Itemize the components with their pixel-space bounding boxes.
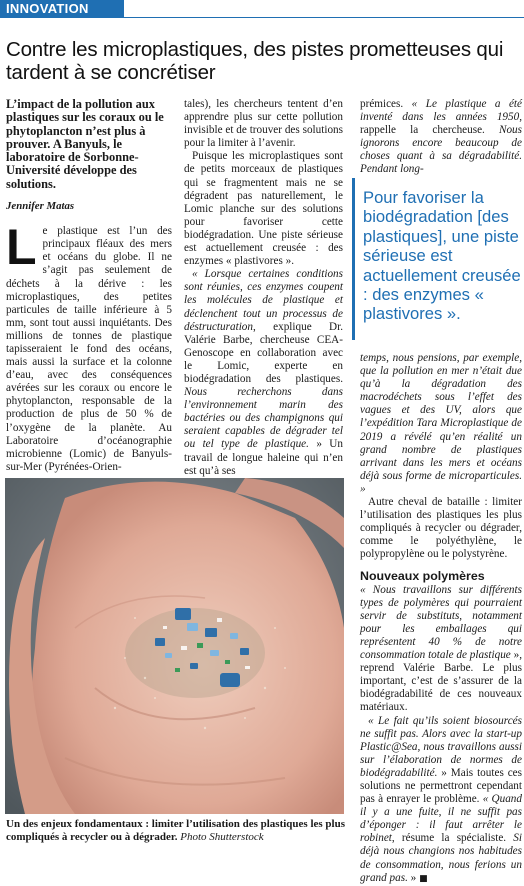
text: » Un travail de longue haleine qui n’en est qu’à ses <box>184 438 343 477</box>
quote: Si déjà nous changions nos habitudes de consommation, nous ferions un grand pas. <box>360 832 522 884</box>
attribution: , explique Dr. Valérie Barbe, chercheuse CEA-Genoscope en collaboration avec le Lomic, experte en biodégradation des plastiques. <box>184 320 343 385</box>
chapeau: L’impact de la pollution aux plastiques sur les coraux ou le phytoplancton n’est plus à prouver. A Banyuls, le laboratoire de Sorbonne-Université développe des solutions. <box>6 97 164 191</box>
article-photo <box>5 478 344 814</box>
paragraph: Puisque les microplastiques sont de petits morceaux de plastiques qui se fragmentent mais ne se dégradent pas naturellement, le Lomic planche sur des solutions pour favoriser cette biodégradation. Une piste sérieuse est actuellement creusée : des enzymes « plastivores ». <box>184 150 343 268</box>
quote: Nous ignorons encore beaucoup de choses quant à sa dégradabilité. Pendant long- <box>360 124 522 176</box>
pull-quote <box>352 178 522 340</box>
text: , résume la spécialiste. <box>391 832 514 845</box>
photo-caption <box>6 818 346 844</box>
paragraph: tales), les chercheurs tentent d’en apprendre plus sur cette pollution invisible et de trouver des solutions pour la limiter à l’avenir. <box>184 98 343 150</box>
headline: Contre les microplastiques, des pistes prometteuses qui tardent à se concrétiser <box>6 38 504 84</box>
section-label: INNOVATION <box>0 0 124 17</box>
column-1 <box>6 98 172 474</box>
photo-credit: Photo Shutterstock <box>180 831 264 843</box>
quote: « Le fait qu’ils soient biosourcés ne suffit pas. Alors avec la start-up Plastic@Sea, nous travaillons aussi sur l’élaboration de normes de biodégradabilité. <box>360 714 522 779</box>
paragraph: Autre cheval de bataille : limiter l’utilisation des plastiques les plus compliqués à recycler ou dégrader, comme le polyéthylène, le polypropylène ou le polystyrène. <box>360 496 522 561</box>
text: prémices. <box>360 98 412 110</box>
quote-paragraph <box>360 352 522 496</box>
caption-text: Un des enjeux fondamentaux : limiter l’utilisation des plastiques les plus compliqués à recycler ou à dégrader. <box>6 818 346 843</box>
text: » Mais toutes ces solutions ne permettront cependant pas à enrayer le problème. <box>360 766 522 806</box>
quote-paragraph <box>184 268 343 478</box>
quote-paragraph <box>360 98 522 177</box>
quote: « Quand il y a une fuite, il ne suffit pas d’éponger : il faut arrêter le robinet <box>360 793 522 845</box>
drop-cap: L <box>6 219 37 276</box>
text: , rappelle la chercheuse. <box>360 111 522 137</box>
quote: « Lorsque certaines conditions sont réunies, ces enzymes coupent les molécules de plastique et déclenchent tout un processus de déstructuration <box>184 268 343 333</box>
quote: Nous recherchons dans l’environnement marin des bactéries ou des champignons qui seraient capables de dégrader tel ou tel type de plastique. <box>184 386 343 451</box>
quote-paragraph <box>360 584 522 715</box>
end-mark-icon: ■ <box>419 873 428 884</box>
quote: temps, nous pensions, par exemple, que la pollution en mer n’était due qu’à la dégradation des macrodéchets sous l’effet des vagues et des UV, alors que l’expédition Tara Microplastique de 2019 a révélé qu’en réalité un grand nombre de plastiques arrivant dans les mers et océans déjà sous forme de microparticules. » <box>360 352 522 495</box>
column-3-bottom <box>360 352 522 886</box>
column-3-top <box>360 98 522 177</box>
column-2 <box>184 98 343 478</box>
subheading: Nouveaux polymères <box>360 568 485 583</box>
intro-text: e plastique est l’un des principaux fléaux des mers et océans du globe. Il ne s’agit pas seulement de déchets à la dérive : les microplastiques, des petites particules de taille inférieure à 5 mm, sont tout aussi inquiétants. Des millions de tonnes de plastique tapisseraient le fond des océans, mais aussi la surface et la colonne d’eau, avec des conséquences avérées sur les coraux ou encore le phytoplancton, responsable de la production de plus de 50 % de l’oxygène de la planète. Au Laboratoire d’océanographie microbienne (Lomic) de Banyuls-sur-Mer (Pyrénées-Orien- <box>6 225 172 473</box>
text: » <box>407 871 417 884</box>
pull-quote-text: Pour favoriser la biodégradation [des plastiques], une piste sérieuse est actuellement creusée : des enzymes « plastivores ». <box>363 188 521 324</box>
quote-paragraph <box>360 715 522 886</box>
intro-paragraph <box>6 219 172 474</box>
quote: « Nous travaillons sur différents types de polymères qui pourraient servir de substituts, notamment pour les emballages qui représentent 40 % de notre consommation totale de plastique <box>360 583 522 662</box>
section-rule <box>0 17 524 18</box>
text: », reprend Valérie Barbe. Le plus important, c’est de s’assurer de la biodégradabilité de ces nouveaux matériaux. <box>360 649 522 714</box>
hand-with-microplastics-illustration <box>5 478 344 814</box>
byline: Jennifer Matas <box>6 200 75 213</box>
quote: « Le plastique a été inventé dans les années 1950 <box>360 98 522 124</box>
